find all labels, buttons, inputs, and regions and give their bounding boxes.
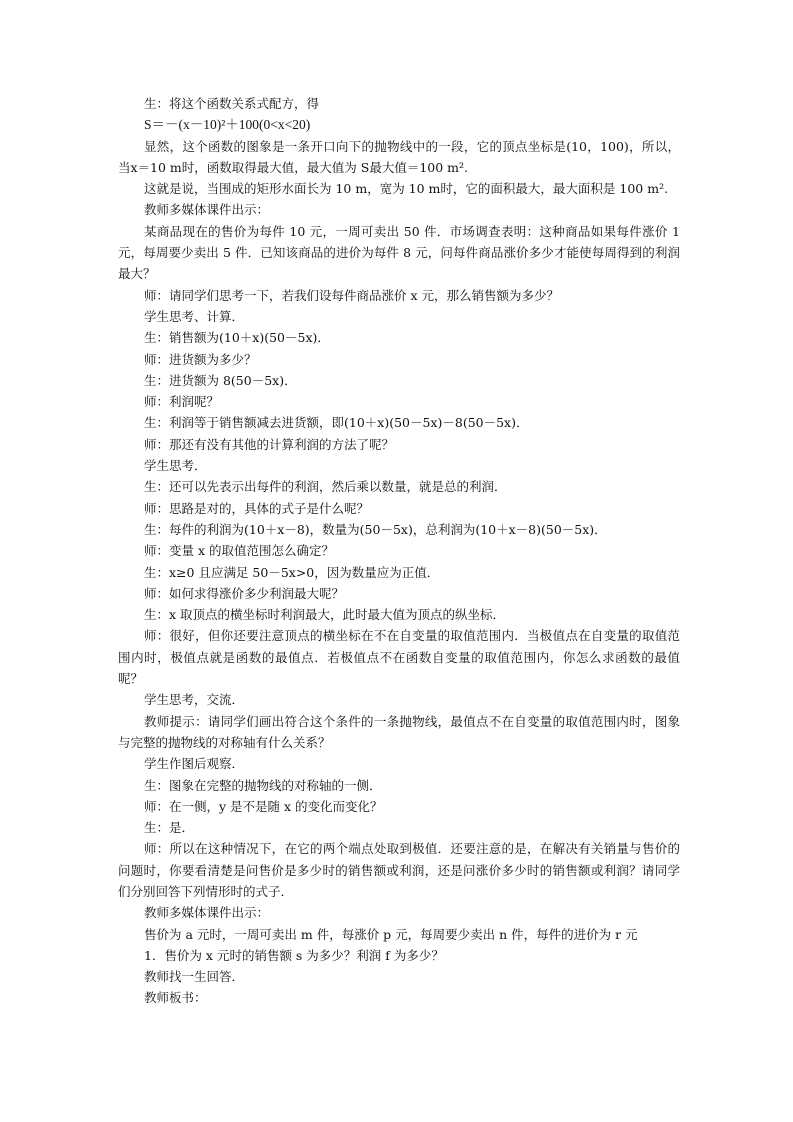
paragraph: 显然，这个函数的图象是一条开口向下的抛物线中的一段，它的顶点坐标是(10，100)，所以，当x＝10 m时，函数取得最大值，最大值为 S最大值＝100 m². [118, 138, 680, 175]
paragraph: 师：很好，但你还要注意顶点的横坐标在不在自变量的取值范围内．当极值点在自变量的取值范围内时，极值点就是函数的最值点．若极值点不在函数自变量的取值范围内，你怎么求函数的最值呢？ [118, 628, 680, 687]
paragraph: 学生思考． [144, 458, 207, 474]
paragraph: 生：图象在完整的抛物线的对称轴的一侧． [144, 777, 382, 793]
paragraph: 生：x 取顶点的横坐标时利润最大，此时最大值为顶点的纵坐标． [144, 607, 506, 623]
paragraph: 生：是． [144, 820, 195, 836]
paragraph: 师：所以在这种情况下，在它的两个端点处取到极值．还要注意的是，在解决有关销量与售价的问题时，你要看清楚是问售价是多少时的销售额或利润，还是问涨价多少时的销售额或利润？请同学们分别回答下列情形时的式子． [118, 841, 680, 899]
paragraph: 生：销售额为(10＋x)(50－5x)． [144, 330, 330, 346]
paragraph: 学生思考、计算． [144, 308, 245, 324]
formula-line: S＝－(x－10)²＋100(0<x<20) [144, 117, 311, 133]
paragraph: 生：将这个函数关系式配方，得 [144, 96, 320, 111]
paragraph: 师：思路是对的，具体的式子是什么呢？ [144, 500, 370, 516]
paragraph: 教师找一生回答． [144, 969, 245, 985]
paragraph: 生：进货额为 8(50－5x)． [144, 372, 297, 388]
paragraph: 学生作图后观察． [144, 756, 245, 772]
paragraph: 生：x≥0 且应满足 50－5x>0，因为数量应为正值． [144, 564, 440, 580]
paragraph: 售价为 a 元时，一周可卖出 m 件，每涨价 p 元，每周要少卖出 n 件，每件的进价为 r 元 [144, 926, 638, 942]
paragraph: 教师提示：请同学们画出符合这个条件的一条抛物线，最值点不在自变量的取值范围内时，图象与完整的抛物线的对称轴有什么关系？ [118, 713, 680, 750]
paragraph: 教师多媒体课件出示： [144, 905, 270, 921]
paragraph: 生：利润等于销售额减去进货额，即(10＋x)(50－5x)－8(50－5x)． [144, 415, 529, 431]
paragraph: 师：请同学们思考一下，若我们设每件商品涨价 x 元，那么销售额为多少？ [144, 287, 559, 303]
paragraph: 师：利润呢？ [144, 394, 220, 410]
paragraph: 生：还可以先表示出每件的利润，然后乘以数量，就是总的利润． [144, 479, 507, 495]
paragraph: 教师板书： [144, 990, 207, 1006]
paragraph: 师：进货额为多少？ [144, 351, 257, 367]
paragraph: 学生思考，交流． [144, 692, 245, 708]
paragraph: 1．售价为 x 元时的销售额 s 为多少？利润 f 为多少？ [144, 947, 444, 963]
paragraph: 师：如何求得涨价多少利润最大呢？ [144, 585, 345, 601]
paragraph: 师：变量 x 的取值范围怎么确定？ [144, 543, 334, 559]
paragraph: 生：每件的利润为(10＋x－8)，数量为(50－5x)，总利润为(10＋x－8)(50－5x)． [144, 521, 607, 537]
paragraph: 某商品现在的售价为每件 10 元，一周可卖出 50 件．市场调查表明：这种商品如果每件涨价 1 元，每周要少卖出 5 件．已知该商品的进价为每件 8 元，问每件商品涨价多少才能使每周得到的利润最大？ [118, 223, 680, 282]
paragraph: 这就是说，当围成的矩形水面长为 10 m，宽为 10 m时，它的面积最大，最大面积是 100 m². [144, 181, 669, 197]
document-body [118, 93, 680, 1009]
paragraph: 教师多媒体课件出示： [144, 202, 270, 218]
paragraph: 师：在一侧，y 是不是随 x 的变化而变化？ [144, 798, 383, 814]
paragraph: 师：那还有没有其他的计算利润的方法了呢？ [144, 436, 395, 452]
